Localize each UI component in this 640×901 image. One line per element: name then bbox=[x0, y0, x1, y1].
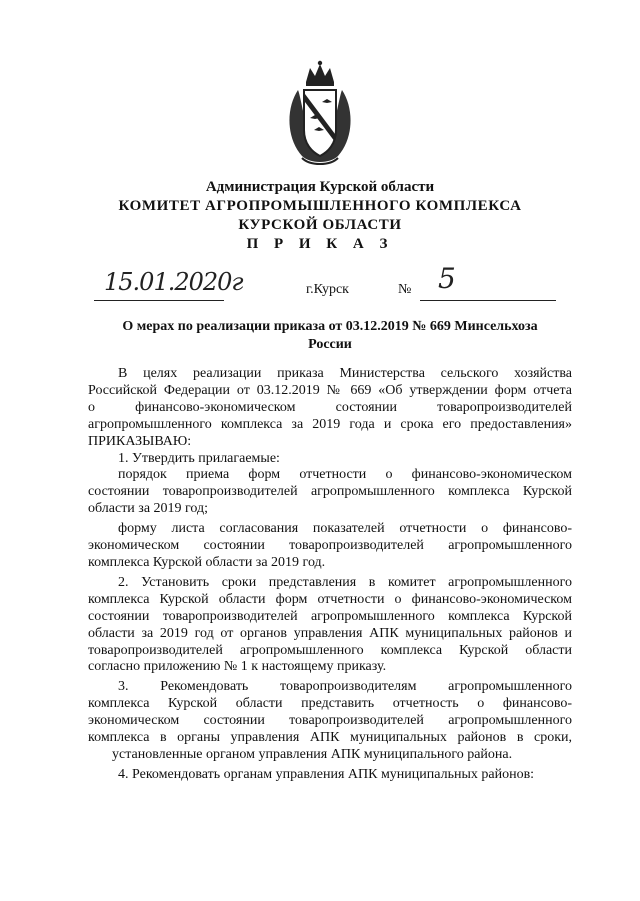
subject-line-1: О мерах по реализации приказа от 03.12.2019 № 669 Минсельхоза bbox=[122, 319, 538, 334]
committee-region: КУРСКОЙ ОБЛАСТИ bbox=[238, 217, 402, 233]
item-3-line: установленные органом управления АПК муниципального района. bbox=[112, 746, 513, 762]
handwritten-number: 5 bbox=[438, 262, 456, 295]
city: г.Курск bbox=[306, 282, 349, 297]
preamble-line: о финансово-экономическом состоянии товаропроизводителей bbox=[88, 399, 572, 415]
document-body bbox=[88, 366, 572, 784]
document-type: П Р И К А З bbox=[246, 236, 394, 252]
item-1b-line: экономическом состоянии товаропроизводителей агропромышленного bbox=[88, 538, 572, 554]
item-2-line: области за 2019 год от органов управления АПК муниципальных районов и bbox=[88, 625, 572, 641]
item-1b-line: комплекса Курской области за 2019 год. bbox=[88, 554, 326, 570]
item-3-line: 3. Рекомендовать товаропроизводителям агропромышленного bbox=[118, 679, 572, 695]
coat-of-arms-icon bbox=[280, 60, 360, 170]
item-1a-line: области за 2019 год; bbox=[88, 501, 209, 517]
item-2-line: 2. Установить сроки представления в комитет агропромышленного bbox=[118, 574, 572, 590]
item-2-line: согласно приложению № 1 к настоящему приказу. bbox=[88, 659, 387, 675]
committee-name: КОМИТЕТ АГРОПРОМЫШЛЕННОГО КОМПЛЕКСА bbox=[118, 198, 522, 214]
item-3-line: комплекса Курской области представить отчетность о финансово- bbox=[88, 696, 572, 712]
preamble-line: Российской Федерации от 03.12.2019 № 669 «Об утверждении форм отчета bbox=[88, 382, 572, 398]
number-label: № bbox=[398, 282, 412, 297]
preamble-line: агропромышленного комплекса за 2019 года и срока его предоставления» bbox=[88, 416, 572, 432]
item-2-line: комплекса Курской области форм отчетности о финансово-экономическом bbox=[88, 591, 572, 607]
item-2-line: состоянии товаропроизводителей агропромышленного комплекса Курской bbox=[88, 608, 572, 624]
preamble-line: В целях реализации приказа Министерства сельского хозяйства bbox=[118, 366, 572, 381]
item-2-line: товаропроизводителей агропромышленного комплекса Курской области bbox=[88, 642, 572, 658]
item-1b-line: форму листа согласования показателей отчетности о финансово- bbox=[118, 521, 572, 537]
item-4: 4. Рекомендовать органам управления АПК муниципальных районов: bbox=[118, 766, 535, 782]
item-1a-line: состоянии товаропроизводителей агропромышленного комплекса Курской bbox=[88, 484, 572, 500]
item-1a-line: порядок приема форм отчетности о финансово-экономическом bbox=[118, 467, 572, 483]
item-3-line: комплекса в органы управления АПК муниципальных районов в сроки, bbox=[88, 730, 572, 746]
organization-name: Администрация Курской области bbox=[205, 179, 435, 195]
item-3-line: экономическом состоянии товаропроизводителей агропромышленного bbox=[88, 713, 572, 729]
subject-line-2: России bbox=[308, 337, 352, 352]
handwritten-date: 15.01.2020г bbox=[104, 268, 243, 296]
item-1: 1. Утвердить прилагаемые: bbox=[118, 450, 280, 466]
order-word: ПРИКАЗЫВАЮ: bbox=[88, 433, 192, 449]
